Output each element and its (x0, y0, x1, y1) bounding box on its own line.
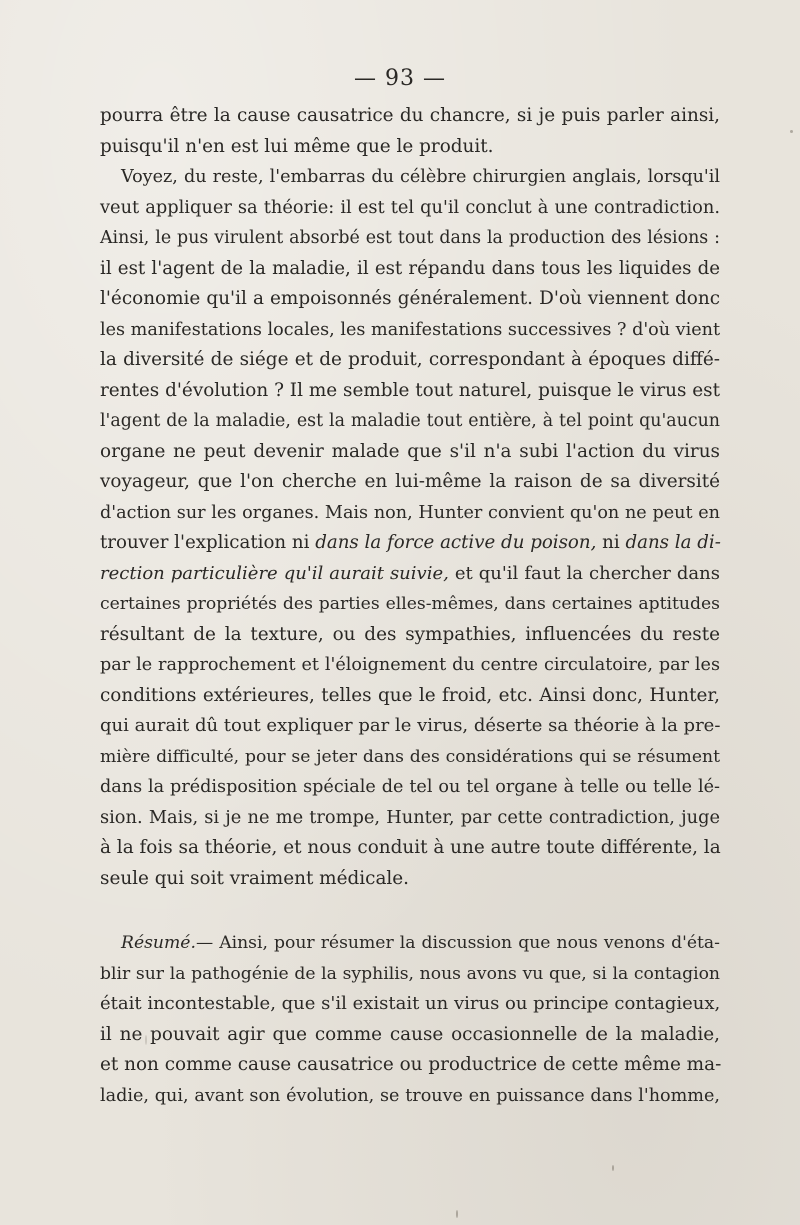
text-line-with-italics (100, 559, 720, 590)
text-line: résultant de la texture, ou des sympathies, influencées du reste (100, 623, 720, 645)
text-line: l'agent de la maladie, est la maladie tout entière, à tel point qu'aucun (100, 411, 720, 431)
text-line: il ne pouvait agir que comme cause occasionnelle de la maladie, (100, 1023, 720, 1045)
text-line: rentes d'évolution ? Il me semble tout naturel, puisque le virus est (100, 379, 720, 401)
text-line: veut appliquer sa théorie: il est tel qu'il conclut à une contradiction. (100, 196, 720, 218)
text-segment: ni (596, 532, 626, 553)
text-line: dans la prédisposition spéciale de tel ou tel organe à telle ou telle lé- (100, 777, 720, 797)
text-line: conditions extérieures, telles que le froid, etc. Ainsi donc, Hunter, (100, 684, 720, 706)
text-segment: trouver l'explication ni (100, 532, 316, 553)
text-line: et non comme cause causatrice ou productrice de cette même ma- (100, 1054, 722, 1075)
text-line-with-italics (100, 528, 720, 559)
paragraph-3-resume (100, 928, 720, 1111)
italic-segment: dans la force active du poison, (315, 532, 597, 553)
text-line: Voyez, du reste, l'embarras du célèbre chirurgien anglais, lorsqu'il (121, 167, 720, 187)
body-text (100, 101, 720, 1111)
text-line: seule qui soit vraiment médicale. (100, 867, 410, 889)
text-line: d'action sur les organes. Mais non, Hunter convient qu'on ne peut en (100, 502, 720, 523)
paper-speck (790, 130, 793, 133)
text-line: blir sur la pathogénie de la syphilis, nous avons vu que, si la contagion (100, 963, 720, 984)
text-line: qui aurait dû tout expliquer par le virus, déserte sa théorie à la pre- (100, 715, 721, 736)
text-line: certaines propriétés des parties elles-mêmes, dans certaines aptitudes (100, 594, 720, 614)
text-line: sion. Mais, si je ne me trompe, Hunter, par cette contradiction, juge (100, 806, 720, 828)
text-line: il est l'agent de la maladie, il est répandu dans tous les liquides de (100, 257, 720, 279)
text-line: l'économie qu'il a empoisonnés généralement. D'où viennent donc (100, 288, 720, 309)
text-line: ladie, qui, avant son évolution, se trouve en puissance dans l'homme, (100, 1085, 720, 1106)
paragraph-1 (100, 101, 720, 162)
text-line: la diversité de siége et de produit, correspondant à époques diffé- (100, 349, 720, 370)
text-line-with-heading (100, 928, 720, 959)
paper-speck (612, 1165, 614, 1171)
text-segment: et qu'il faut la chercher dans (448, 562, 720, 584)
italic-segment: rection particulière qu'il aurait suivie, (100, 562, 449, 584)
text-line: mière difficulté, pour se jeter dans des considérations qui se résument (100, 746, 720, 767)
text-line: puisqu'il n'en est lui même que le produit. (100, 135, 494, 157)
text-line: les manifestations locales, les manifestations successives ? d'où vient (100, 319, 721, 340)
paragraph-2 (100, 162, 720, 894)
paper-speck (456, 1210, 458, 1218)
resume-heading: Résumé. (121, 933, 196, 953)
text-line: à la fois sa théorie, et nous conduit à une autre toute différente, la (100, 837, 721, 858)
text-line: voyageur, que l'on cherche en lui-même la raison de sa diversité (100, 471, 720, 492)
text-line: était incontestable, que s'il existait un virus ou principe contagieux, (100, 993, 721, 1014)
text-line: organe ne peut devenir malade que s'il n'a subi l'action du virus (100, 440, 720, 462)
paragraph-gap (100, 894, 720, 928)
text-line: Ainsi, le pus virulent absorbé est tout dans la production des lésions : (100, 228, 720, 248)
text-segment: — Ainsi, pour résumer la discussion que nous venons d'éta- (195, 933, 720, 953)
italic-segment: dans la di- (625, 532, 721, 553)
page-number: — 93 — (354, 66, 446, 91)
text-line: pourra être la cause causatrice du chancre, si je puis parler ainsi, (100, 105, 720, 126)
text-line: par le rapprochement et l'éloignement du centre circulatoire, par les (100, 655, 720, 675)
paper-speck (145, 1035, 147, 1045)
